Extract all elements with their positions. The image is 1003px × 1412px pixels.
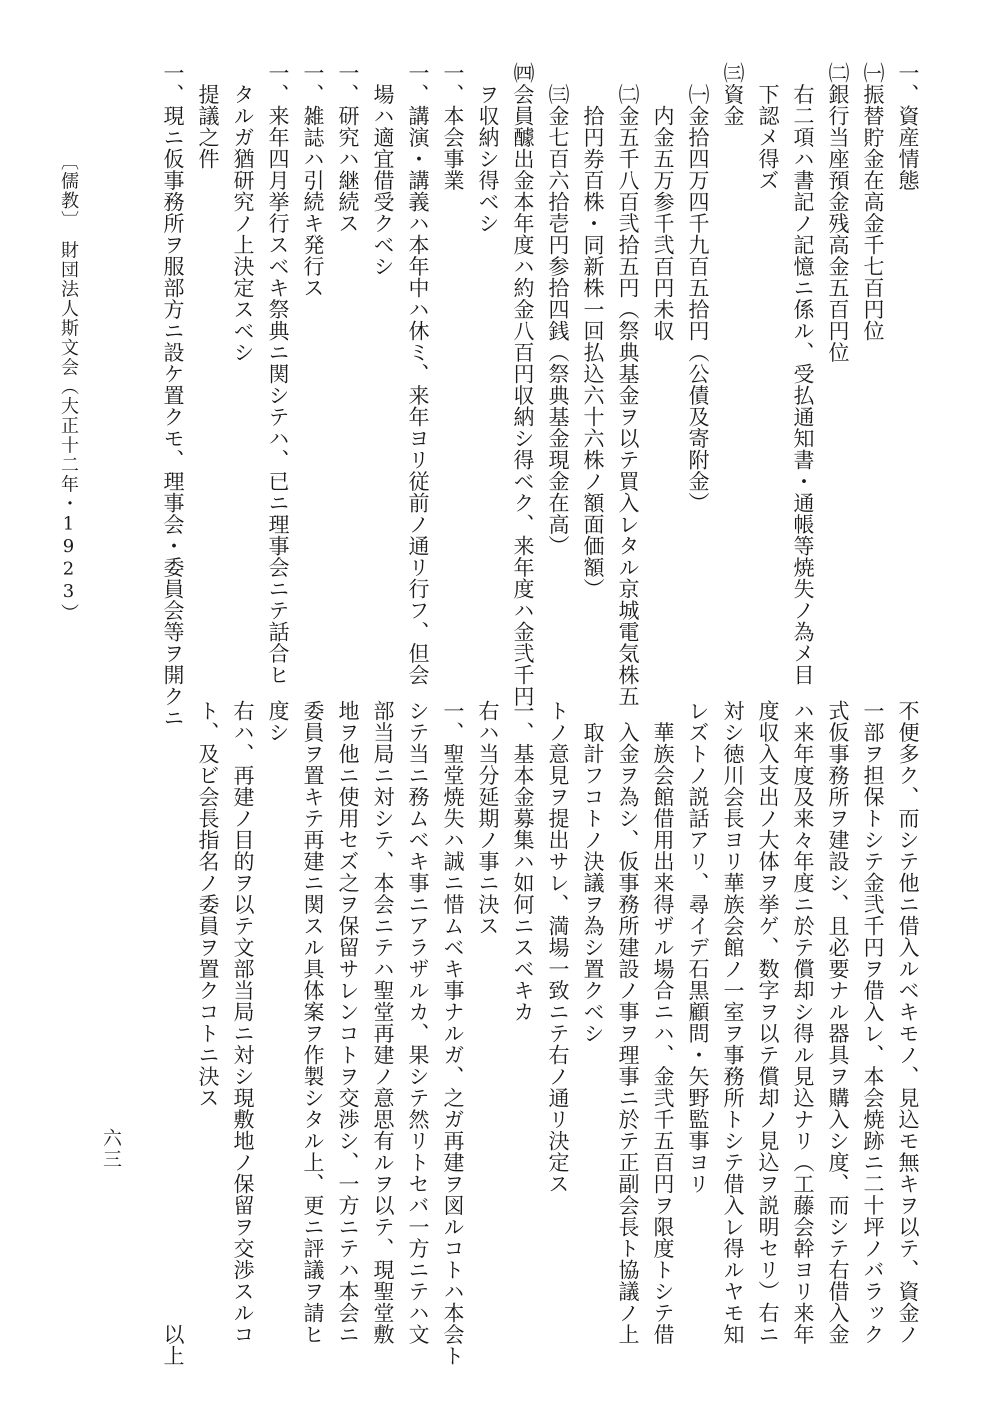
text-line: 入金ヲ為シ、仮事務所建設ノ事ヲ理事ニ於テ正副会長ト協議ノ上 (616, 700, 640, 1345)
text-line: ㈣会員醵出金本年度ハ約金八百円収納シ得ベク、来年度ハ金弐千円 (511, 62, 535, 707)
text-line: 委員ヲ置キテ再建ニ関スル具体案ヲ作製シタル上、更ニ評議ヲ請ヒ (301, 700, 325, 1345)
text-line: ㈡金五千八百弐拾五円（祭典基金ヲ以テ買入レタル京城電気株五 (616, 62, 640, 707)
text-line: 一、研究ハ継続ス (336, 62, 360, 234)
text-line: 右二項ハ書記ノ記憶ニ係ル、受払通知書・通帳等焼失ノ為メ目 (791, 62, 815, 686)
text-line: ㈢資金 (721, 62, 745, 127)
text-line: タルガ猶研究ノ上決定スベシ (231, 62, 255, 363)
text-line: 右ハ当分延期ノ事ニ決ス (476, 700, 500, 937)
text-line: 下認メ得ズ (756, 62, 780, 191)
text-line: 一、本会事業 (441, 62, 465, 191)
text-line: 取計フコトノ決議ヲ為シ置クベシ (581, 700, 605, 1044)
text-line: 対シ徳川会長ヨリ華族会館ノ一室ヲ事務所トシテ借入レ得ルヤモ知 (721, 700, 745, 1345)
text-line: 一、講演・講義ハ本年中ハ休ミ、来年ヨリ従前ノ通リ行フ、但会 (406, 62, 430, 686)
text-line: ㈡銀行当座預金残高金五百円位 (826, 62, 850, 363)
page-number: 六三 (100, 1128, 122, 1170)
text-line: 以上 (161, 700, 185, 1367)
text-line: レズトノ説話アリ、尋イデ石黒顧問・矢野監事ヨリ (686, 700, 710, 1195)
text-line: ㈢金七百六拾壱円参拾四銭（祭典基金現金在高） (546, 62, 570, 557)
text-line: 地ヲ他ニ使用セズ之ヲ保留サレンコトヲ交渉シ、一方ニテハ本会ニ (336, 700, 360, 1345)
text-line: 一、聖堂焼失ハ誠ニ惜ムベキ事ナルガ、之ガ再建ヲ図ルコトハ本会ト (441, 700, 465, 1367)
text-line: トノ意見ヲ提出サレ、満場一致ニテ右ノ通リ決定ス (546, 700, 570, 1195)
text-line: 度収入支出ノ大体ヲ挙ゲ、数字ヲ以テ償却ノ見込ヲ説明セリ）右ニ (756, 700, 780, 1345)
text-line: 提議之件 (196, 62, 220, 170)
text-line: ト、及ビ会長指名ノ委員ヲ置クコトニ決ス (196, 700, 220, 1109)
text-line: シテ当ニ務ムベキ事ニアラザルカ、果シテ然リトセバ一方ニテハ文 (406, 700, 430, 1345)
text-line: 華族会館借用出来得ザル場合ニハ、金弐千五百円ヲ限度トシテ借 (651, 700, 675, 1345)
text-line: ㈠振替貯金在高金千七百円位 (861, 62, 885, 342)
running-footer: 〔儒教〕 財団法人斯文会（大正十二年・1923） (58, 152, 79, 623)
text-line: 拾円券百株・同新株一回払込六十六株ノ額面価額） (581, 62, 605, 600)
text-line: 一、現ニ仮事務所ヲ服部方ニ設ケ置クモ、理事会・委員会等ヲ開クニ (161, 62, 185, 729)
text-line: 一、来年四月挙行スベキ祭典ニ関シテハ、已ニ理事会ニテ話合ヒ (266, 62, 290, 686)
text-line: 内金五万参千弐百円未収 (651, 62, 675, 342)
text-line: 不便多ク、而シテ他ニ借入ルベキモノ、見込モ無キヲ以テ、資金ノ (896, 700, 920, 1345)
text-line: ヲ収納シ得ベシ (476, 62, 500, 234)
text-line: ハ来年度及来々年度ニ於テ償却シ得ル見込ナリ（工藤会幹ヨリ来年 (791, 700, 815, 1345)
text-line: 一、基本金募集ハ如何ニスベキカ (511, 700, 535, 1023)
text-line: 式仮事務所ヲ建設シ、且必要ナル器具ヲ購入シ度、而シテ右借入金 (826, 700, 850, 1345)
lower-text-block (155, 700, 925, 1367)
text-line: 一部ヲ担保トシテ金弐千円ヲ借入レ、本会焼跡ニ二十坪ノバラック (861, 700, 885, 1345)
text-line: 一、資産情態 (896, 62, 920, 191)
text-line: 度シ (266, 700, 290, 743)
text-line: 部当局ニ対シテ、本会ニテハ聖堂再建ノ意思有ルヲ以テ、現聖堂敷 (371, 700, 395, 1345)
text-line: 右ハ、再建ノ目的ヲ以テ文部当局ニ対シ現敷地ノ保留ヲ交渉スルコ (231, 700, 255, 1345)
text-line: 場ハ適宜借受クベシ (371, 62, 395, 277)
text-line: ㈠金拾四万四千九百五拾円（公債及寄附金） (686, 62, 710, 514)
text-line: 一、雑誌ハ引続キ発行ス (301, 62, 325, 299)
